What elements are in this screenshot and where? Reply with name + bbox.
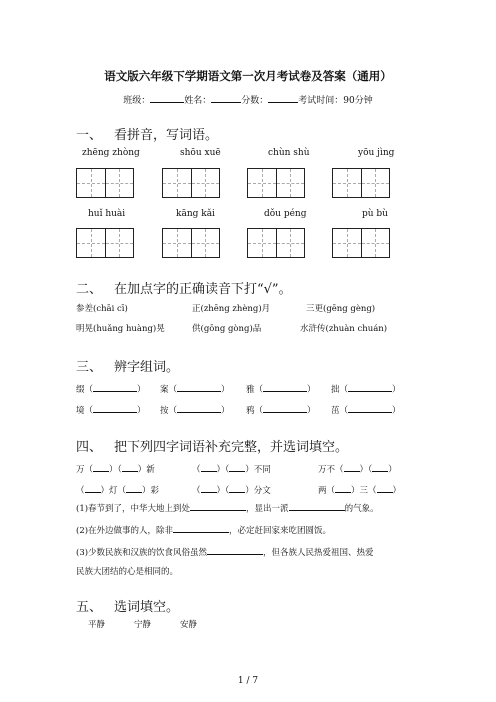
- answer-blank[interactable]: [348, 403, 392, 413]
- section5-number: 五、: [76, 600, 103, 615]
- page-title: 语文版六年级下学期语文第一次月考试卷及答案（通用）: [104, 69, 392, 83]
- word-group-6: 按（ ）: [160, 403, 230, 416]
- pinyin-3: chùn shù: [268, 148, 310, 158]
- pinyin-4: yōu jìng: [358, 148, 395, 158]
- answer-blank[interactable]: [201, 483, 217, 493]
- answer-blank[interactable]: [263, 382, 307, 392]
- write-grid-1[interactable]: [76, 168, 134, 198]
- section1-number: 一、: [76, 128, 103, 143]
- write-grid-4[interactable]: [332, 168, 390, 198]
- question-3: (3)少数民族和汉族的饮食风俗虽然 ，但各族人民热爱祖国、热爱: [76, 545, 374, 560]
- section5-title: 选词填空。: [114, 600, 180, 615]
- section4-title: 把下列四字词语补充完整，并选词填空。: [114, 440, 349, 455]
- word-group-4: 拙（ ）: [331, 382, 401, 395]
- question-2: (2)在外边做事的人，除非 ，必定赶回家来吃团圆饭。: [76, 523, 331, 538]
- word-group-2: 案（ ）: [160, 382, 230, 395]
- question-3-continued: 民族大团结的心是相同的。: [76, 567, 179, 577]
- idiom-5: （ ）（ ）分文: [192, 483, 271, 496]
- class-blank[interactable]: [150, 93, 184, 103]
- section4-heading: [76, 436, 348, 455]
- idiom-2: （ ）（ ）不同: [192, 462, 271, 475]
- answer-blank[interactable]: [93, 382, 137, 392]
- name-label: 姓名：: [184, 96, 212, 106]
- section1-heading: [76, 124, 218, 143]
- answer-blank[interactable]: [177, 403, 221, 413]
- answer-blank[interactable]: [85, 483, 101, 493]
- answer-blank[interactable]: [372, 462, 388, 472]
- answer-blank[interactable]: [190, 501, 246, 511]
- write-grid-2[interactable]: [162, 168, 220, 198]
- word-choice-2: 宁静: [134, 620, 152, 630]
- write-grid-7[interactable]: [247, 228, 305, 258]
- pinyin-8: pù bù: [362, 209, 388, 219]
- word-group-1: 缀（ ）: [76, 382, 146, 395]
- reading-item-1: 参差(chāi cī): [76, 304, 128, 314]
- reading-item-4: 明晃(huǎng huàng)晃: [76, 324, 165, 334]
- answer-blank[interactable]: [377, 483, 393, 493]
- pinyin-2: shōu xuē: [180, 148, 221, 158]
- write-grid-8[interactable]: [332, 228, 390, 258]
- answer-blank[interactable]: [229, 483, 245, 493]
- section1-title: 看拼音，写词语。: [114, 128, 219, 143]
- reading-item-5: 供(gōng gòng)品: [192, 324, 262, 334]
- write-grid-6[interactable]: [162, 228, 220, 258]
- answer-blank[interactable]: [122, 462, 138, 472]
- score-blank[interactable]: [268, 93, 298, 103]
- class-label: 班级：: [123, 96, 151, 106]
- idiom-4: （ ）灯（ ）彩: [76, 483, 159, 496]
- answer-blank[interactable]: [201, 462, 217, 472]
- page-number: 1 / 7: [237, 676, 259, 686]
- section2-heading: [76, 278, 292, 297]
- section2-title: 在加点字的正确读音下打“√”。: [114, 282, 292, 297]
- answer-blank[interactable]: [93, 403, 137, 413]
- answer-blank[interactable]: [335, 483, 351, 493]
- word-choice-1: 平静: [88, 620, 106, 630]
- answer-blank[interactable]: [177, 382, 221, 392]
- section3-heading: [76, 356, 179, 375]
- section5-heading: [76, 596, 179, 615]
- question-1: (1)春节到了，中华大地上到处 ，显出一派 的气象。: [76, 501, 379, 516]
- section2-number: 二、: [76, 282, 103, 297]
- word-group-5: 境（ ）: [76, 403, 146, 416]
- word-choice-3: 安静: [180, 620, 198, 630]
- section3-title: 辨字组词。: [114, 360, 180, 375]
- answer-blank[interactable]: [126, 483, 142, 493]
- idiom-1: 万（ ）（ ）新: [76, 462, 155, 475]
- word-group-8: 茁（ ）: [331, 403, 401, 416]
- idiom-6: 两（ ）三（ ）: [318, 483, 401, 496]
- reading-item-2: 正(zhēng zhèng)月: [192, 304, 271, 314]
- pinyin-1: zhēng zhòng: [82, 148, 140, 158]
- time-label: 考试时间：90分钟: [298, 96, 373, 106]
- pinyin-5: huǐ huài: [88, 209, 126, 219]
- student-info-line: [0, 93, 496, 106]
- section4-number: 四、: [76, 440, 103, 455]
- pinyin-7: dǒu péng: [264, 209, 307, 219]
- answer-blank[interactable]: [263, 403, 307, 413]
- word-group-7: 鸦（ ）: [246, 403, 316, 416]
- answer-blank[interactable]: [93, 462, 109, 472]
- score-label: 分数：: [241, 96, 269, 106]
- write-grid-5[interactable]: [76, 228, 134, 258]
- reading-item-3: 三更(gēng gèng): [306, 304, 376, 314]
- word-group-3: 雅（ ）: [246, 382, 316, 395]
- answer-blank[interactable]: [344, 462, 360, 472]
- answer-blank[interactable]: [173, 523, 229, 533]
- section3-number: 三、: [76, 360, 103, 375]
- idiom-3: 万不（ ）（ ）: [318, 462, 397, 475]
- answer-blank[interactable]: [348, 382, 392, 392]
- write-grid-3[interactable]: [247, 168, 305, 198]
- answer-blank[interactable]: [289, 501, 345, 511]
- answer-blank[interactable]: [207, 545, 263, 555]
- name-blank[interactable]: [211, 93, 241, 103]
- answer-blank[interactable]: [229, 462, 245, 472]
- reading-item-6: 水浒传(zhuàn chuán): [300, 324, 388, 334]
- pinyin-6: kāng kǎi: [176, 209, 215, 219]
